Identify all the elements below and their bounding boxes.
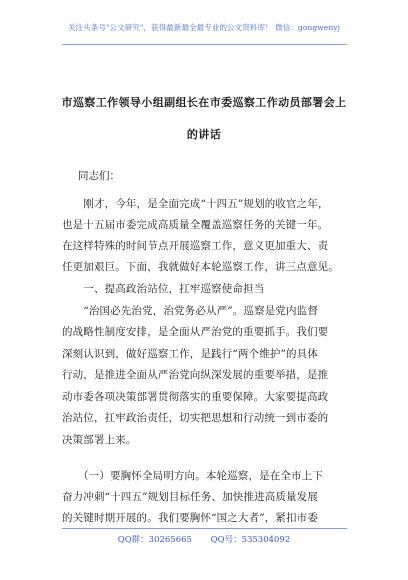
footer-qq-group: QQ群：30265665 bbox=[117, 535, 192, 545]
body-line: 行动，是推进全面从严治党向纵深发展的重要举措，是推 bbox=[62, 369, 329, 381]
body-line: 刚才，今年，是全面完成“十四五”规划的收官之年， bbox=[62, 198, 329, 210]
body-line: 也是十五届市委完成高质量全覆盖巡察任务的关键一年。 bbox=[62, 219, 329, 231]
body-line: 的战略性制度安排，是全面从严治党的重要抓手。我们要 bbox=[62, 326, 329, 338]
header-divider bbox=[62, 44, 347, 45]
document-title-line-1: 市巡察工作领导小组副组长在市委巡察工作动员部署会上 bbox=[61, 96, 347, 109]
footer-contact bbox=[0, 533, 408, 545]
body-line: 动市委各项决策部署贯彻落实的重要保障。大家要提高政 bbox=[62, 391, 329, 403]
body-line: 在这样特殊的时间节点开展巡察工作，意义更加重大、责 bbox=[62, 240, 329, 252]
section-heading: 一、提高政治站位，扛牢巡察使命担当 bbox=[62, 283, 265, 295]
body-line: 治站位，扛牢政治责任，切实把思想和行动统一到市委的 bbox=[62, 412, 329, 424]
document-title-line-2: 的讲话 bbox=[186, 128, 222, 141]
header-promo-note: 关注头条号"公文研究"，获得最新最全最专业的公文资料库！ 微信：gongwenyj bbox=[67, 23, 341, 32]
footer-qq-number: QQ号：535304092 bbox=[210, 535, 291, 545]
body-line: 决策部署上来。 bbox=[62, 434, 137, 446]
body-line: 奋力冲刺“十四五”规划目标任务、加快推进高质量发展 bbox=[62, 491, 318, 503]
footer-divider bbox=[62, 528, 347, 529]
salutation: 同志们： bbox=[78, 170, 120, 182]
body-line: 深刻认识到，做好巡察工作，是践行“两个维护”的具体 bbox=[62, 348, 318, 360]
body-line: “治国必先治党，治党务必从严”。巡察是党内监督 bbox=[62, 305, 318, 317]
body-line: 的关键时期开展的。我们要胸怀“国之大者”，紧扣市委 bbox=[62, 512, 318, 524]
subsection-line: （一）要胸怀全局明方向。本轮巡察，是在全市上下 bbox=[62, 470, 323, 482]
body-line: 任更加艰巨。下面，我就做好本轮巡察工作，讲三点意见。 bbox=[62, 261, 339, 273]
